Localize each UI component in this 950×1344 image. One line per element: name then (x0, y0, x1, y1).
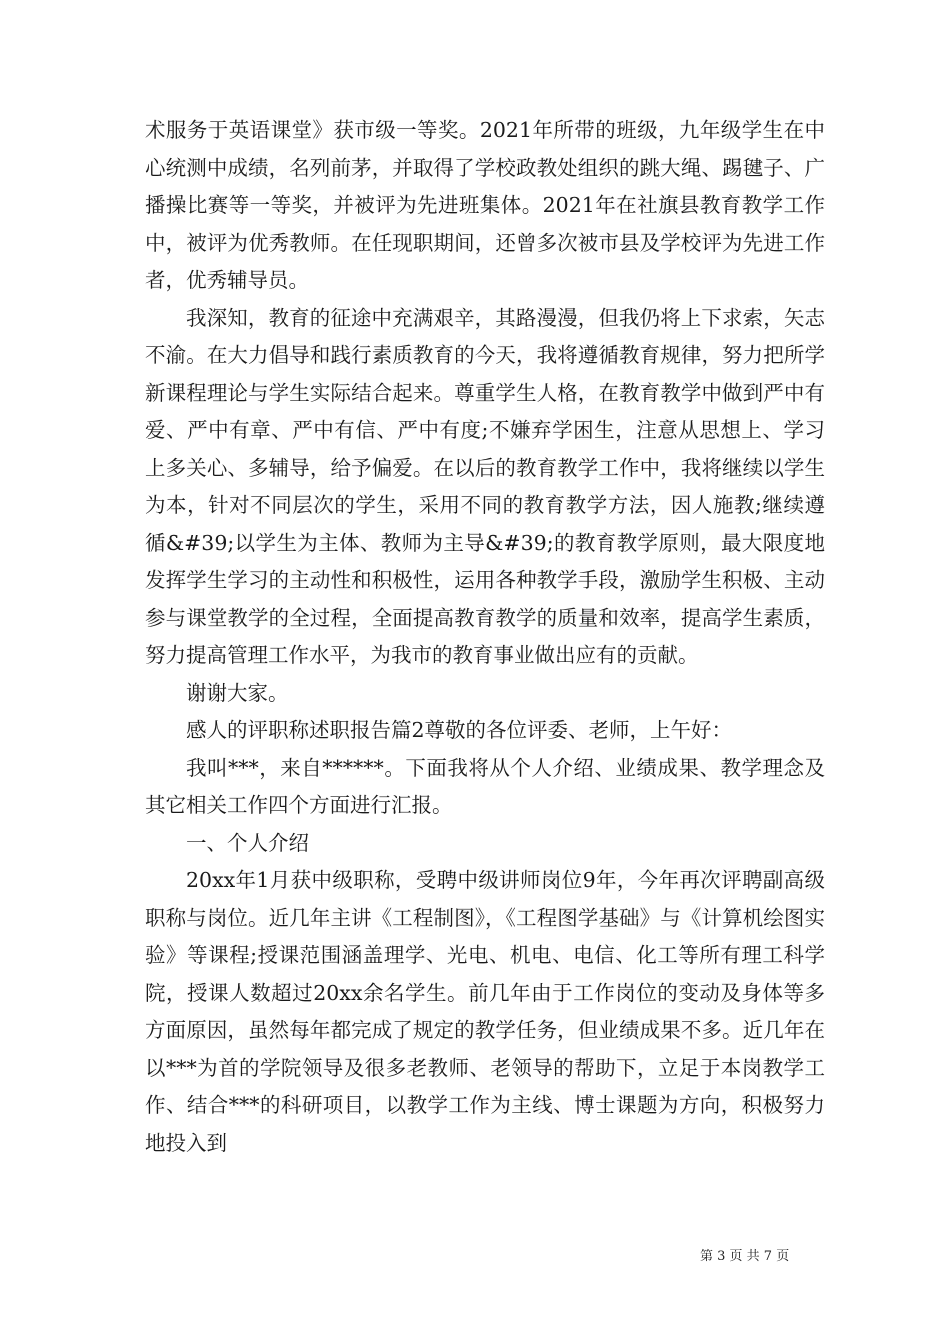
paragraph-report-2-heading: 感人的评职称述职报告篇2尊敬的各位评委、老师，上午好： (186, 718, 733, 742)
paragraph-personal-intro: 20xx年1月获中级职称，受聘中级讲师岗位9年，今年再次评聘副高级职称与岗位。近几年主讲《工程制图》，《工程图学基础》与《计算机绘图实验》等课程;授课范围涵盖理学、光电、机电、电信、化工等所有理工科学院，授课人数超过20xx余名学生。前几年由于工作岗位的变动及身体等多方面原因，虽然每年都完成了规定的教学任务，但业绩成果不多。近几年在以***为首的学院领导及很多老教师、老领导的帮助下，立足于本岗教学工作、结合***的科研项目，以教学工作为主线、博士课题为方向，积极努力地投入到 (145, 868, 825, 1155)
page-number-footer: 第 3 页 共 7 页 (700, 1249, 790, 1264)
paragraph-self-introduction: 我叫***，来自******。下面我将从个人介绍、业绩成果、教学理念及其它相关工作四个方面进行汇报。 (145, 755, 825, 817)
paragraph-thanks: 谢谢大家。 (186, 680, 289, 705)
paragraph-achievements-continued: 术服务于英语课堂》获市级一等奖。2021年所带的班级，九年级学生在中心统测中成绩，名列前茅，并取得了学校政教处组织的跳大绳、踢毽子、广播操比赛等一等奖，并被评为先进班集体。2021年在社旗县教育教学工作中，被评为优秀教师。在任现职期间，还曾多次被市县及学校评为先进工作者，优秀辅导员。 (145, 118, 825, 292)
paragraph-commitment: 我深知，教育的征途中充满艰辛，其路漫漫，但我仍将上下求索，矢志不渝。在大力倡导和践行素质教育的今天，我将遵循教育规律，努力把所学新课程理论与学生实际结合起来。尊重学生人格，在教育教学中做到严中有爱、严中有章、严中有信、严中有度;不嫌弃学困生，注意从思想上、学习上多关心、多辅导，给予偏爱。在以后的教育教学工作中，我将继续以学生为本，针对不同层次的学生，采用不同的教育教学方法，因人施教;继续遵循&#39;以学生为主体、教师为主导&#39;的教育教学原则，最大限度地发挥学生学习的主动性和积极性，运用各种教学手段，激励学生积极、主动参与课堂教学的全过程，全面提高教育教学的质量和效率，提高学生素质，努力提高管理工作水平，为我市的教育事业做出应有的贡献。 (145, 305, 825, 667)
document-body (145, 112, 825, 1162)
section-heading-personal-intro: 一、个人介绍 (186, 830, 309, 855)
